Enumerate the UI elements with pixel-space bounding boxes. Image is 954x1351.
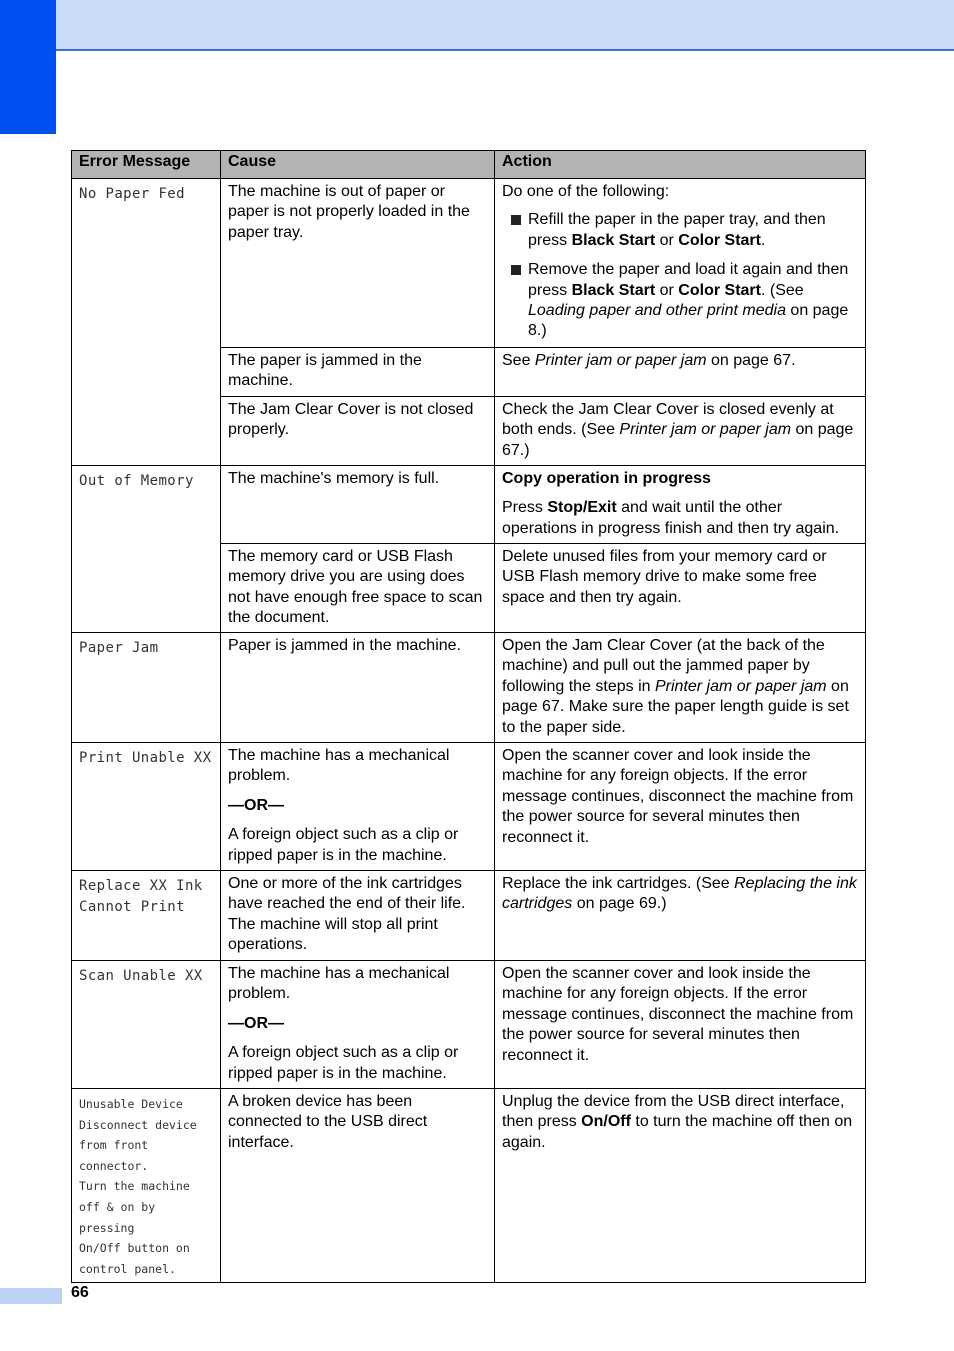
or-text: —OR— [228, 796, 284, 814]
key-on-off: On/Off [581, 1113, 631, 1131]
list-item [502, 260, 859, 342]
header-action: Action [495, 151, 866, 179]
header-bar [0, 0, 954, 51]
text: to turn the machine off then on again. [502, 1113, 853, 1151]
action-cell: Open the scanner cover and look inside the machine for any foreign objects. If the error message continues, disconnect the machine from the power source for several minutes then reconnect it. [495, 743, 866, 871]
error-paper-jam: Paper Jam [72, 633, 221, 743]
list-item [502, 210, 859, 251]
cause-cell: A broken device has been connected to the USB direct interface. [221, 1089, 495, 1283]
action-bullet-list [502, 210, 859, 341]
table-row [72, 466, 866, 544]
text: Replace the ink cartridges. (See [502, 875, 735, 892]
text: on page 67.) [502, 421, 854, 459]
cause-cell: The machine's memory is full. [221, 466, 495, 544]
page-number: 66 [71, 1284, 89, 1301]
text: See [502, 352, 535, 369]
cross-reference: Loading paper and other print media [528, 302, 786, 320]
action-cell: Delete unused files from your memory card or USB Flash memory drive to make some free space and then try again. [495, 544, 866, 633]
action-cell [495, 348, 866, 397]
error-replace-ink [72, 871, 221, 961]
or-separator [228, 1014, 488, 1034]
table-header-row [72, 151, 866, 179]
or-text: —OR— [228, 1014, 284, 1032]
cause-text: The machine has a mechanical problem. [228, 747, 450, 785]
error-print-unable: Print Unable XX [72, 743, 221, 871]
text: Press [502, 499, 548, 517]
header-cause: Cause [221, 151, 495, 179]
cause-cell: The paper is jammed in the machine. [221, 348, 495, 397]
error-line: Turn the machine [79, 1179, 190, 1194]
error-line: Disconnect device [79, 1117, 197, 1132]
cause-text: A foreign object such as a clip or ripped paper is in the machine. [228, 1044, 459, 1082]
cause-cell: One or more of the ink cartridges have reached the end of their life. The machine will stop all print operations. [221, 871, 495, 961]
cause-cell: Paper is jammed in the machine. [221, 633, 495, 743]
cross-reference: Replacing the ink cartridges [502, 875, 857, 913]
action-cell [495, 1089, 866, 1283]
table-row [72, 961, 866, 1089]
action-text [502, 498, 859, 539]
cross-reference: Printer jam or paper jam [534, 352, 707, 369]
text: Refill the paper in the paper tray, and then press [528, 211, 826, 249]
table-row [72, 179, 866, 348]
error-unusable-device [72, 1089, 221, 1283]
text: on page 69.) [572, 895, 667, 913]
key-stop-exit: Stop/Exit [547, 499, 617, 517]
text: . [760, 231, 766, 249]
action-cell [495, 466, 866, 544]
cross-reference: Printer jam or paper jam [619, 421, 792, 439]
table-row [72, 633, 866, 743]
bold-heading: Copy operation in progress [502, 470, 711, 487]
text: Unplug the device from the USB direct interface, then press [502, 1093, 845, 1131]
key-color-start: Color Start [678, 231, 761, 249]
cross-reference: Printer jam or paper jam [654, 677, 827, 695]
cause-cell: The memory card or USB Flash memory drive you are using does not have enough free space to scan the document. [221, 544, 495, 633]
key-black-start: Black Start [571, 281, 656, 299]
action-cell [495, 179, 866, 348]
cause-cell: The Jam Clear Cover is not closed properly. [221, 397, 495, 466]
action-cell: Open the scanner cover and look inside the machine for any foreign objects. If the error message continues, disconnect the machine from the power source for several minutes then reconnect it. [495, 961, 866, 1089]
error-out-of-memory: Out of Memory [72, 466, 221, 633]
error-scan-unable: Scan Unable XX [72, 961, 221, 1089]
header-error-message: Error Message [72, 151, 221, 179]
cause-text: A foreign object such as a clip or ripped paper is in the machine. [228, 826, 459, 864]
key-black-start: Black Start [571, 231, 656, 249]
text: Remove the paper and load it again and then press [528, 261, 849, 299]
table-row [72, 1089, 866, 1283]
action-cell [495, 397, 866, 466]
cause-cell [221, 743, 495, 871]
error-message-table [71, 150, 866, 1283]
error-line: Cannot Print [79, 899, 185, 915]
text: on page 67. [706, 352, 796, 369]
action-cell [495, 871, 866, 961]
text: Check the Jam Clear Cover is closed evenly at both ends. (See [502, 401, 834, 439]
chapter-tab [0, 0, 56, 134]
error-no-paper-fed: No Paper Fed [72, 179, 221, 466]
error-line: Unusable Device [79, 1097, 183, 1111]
text: on page 67. Make sure the paper length guide is set to the paper side. [502, 677, 849, 736]
action-intro: Do one of the following: [502, 183, 670, 200]
text: on page 8.) [528, 302, 849, 340]
text: and wait until the other operations in progress finish and then try again. [502, 499, 840, 537]
key-color-start: Color Start [678, 281, 761, 299]
error-line: off & on by pressing [79, 1199, 156, 1235]
text: or [655, 281, 679, 299]
action-heading [502, 469, 859, 489]
error-line: On/Off button on [79, 1241, 190, 1256]
table-row [72, 743, 866, 871]
text: . (See [760, 281, 804, 299]
cause-cell [221, 961, 495, 1089]
error-line: from front connector. [79, 1138, 149, 1173]
error-line: control panel. [79, 1261, 176, 1276]
cause-text: The machine has a mechanical problem. [228, 965, 450, 1003]
error-line: Replace XX Ink [79, 878, 203, 894]
text: or [655, 231, 679, 249]
action-cell [495, 633, 866, 743]
cause-cell: The machine is out of paper or paper is not properly loaded in the paper tray. [221, 179, 495, 348]
footer-bar [0, 1288, 62, 1304]
table-row [72, 871, 866, 961]
text: Open the Jam Clear Cover (at the back of the machine) and pull out the jammed paper by following the steps in [502, 637, 825, 695]
or-separator [228, 796, 488, 816]
